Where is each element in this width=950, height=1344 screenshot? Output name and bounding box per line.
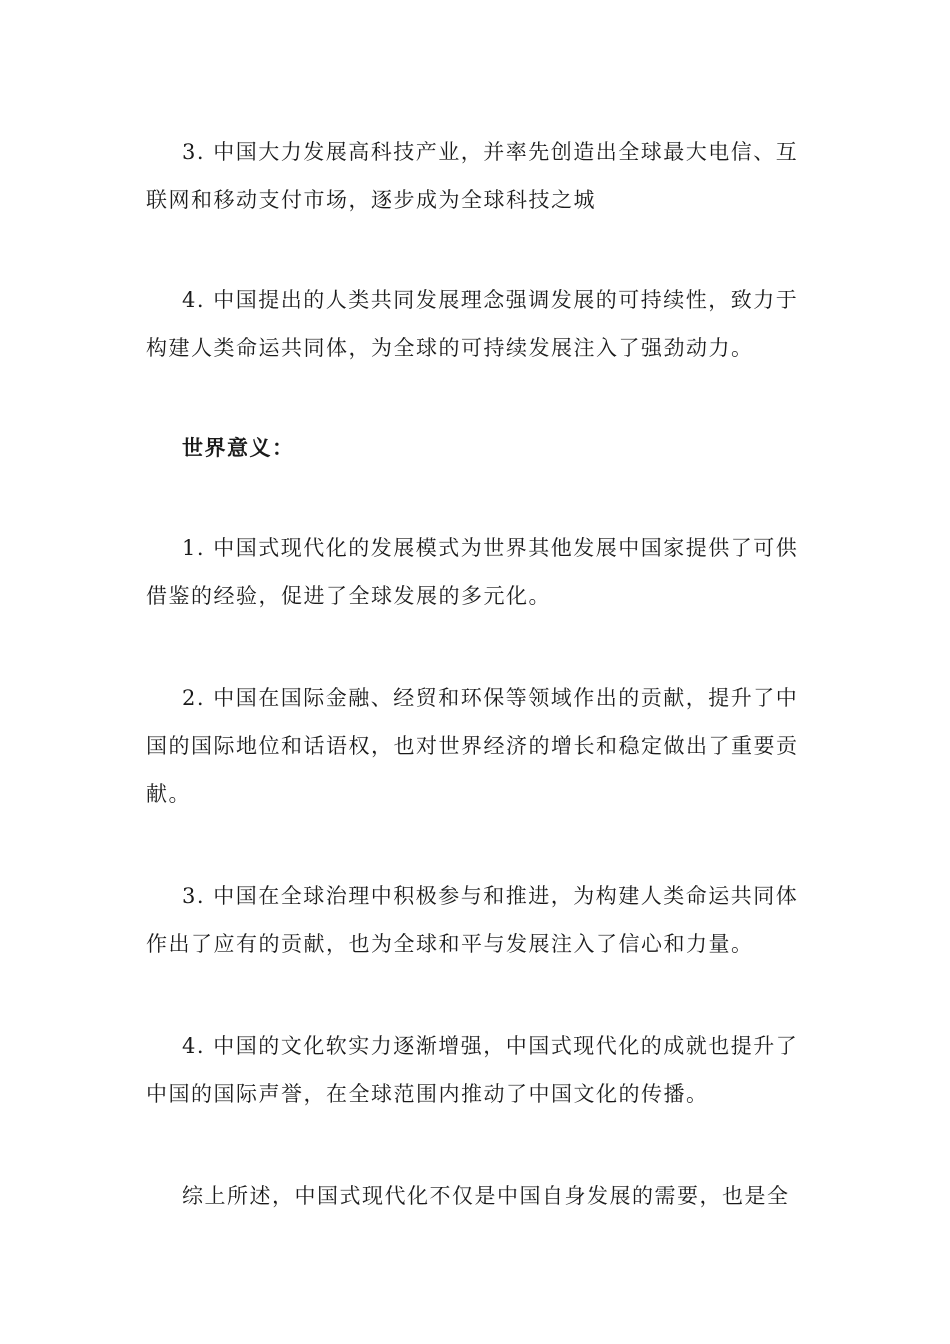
paragraph-conclusion: 综上所述，中国式现代化不仅是中国自身发展的需要，也是全 [182,1184,790,1208]
paragraph-world-4: 4. 中国的文化软实力逐渐增强，中国式现代化的成就也提升了中国的国际声誉，在全球范围内推动了中国文化的传播。 [146,1034,799,1106]
paragraph-sustainable-development: 4. 中国提出的人类共同发展理念强调发展的可持续性，致力于构建人类命运共同体，为全球的可持续发展注入了强劲动力。 [146,288,799,360]
section-heading-world-significance: 世界意义： [182,435,295,460]
paragraph-world-2: 2. 中国在国际金融、经贸和环保等领域作出的贡献，提升了中国的国际地位和话语权，也对世界经济的增长和稳定做出了重要贡献。 [146,686,799,806]
paragraph-world-1: 1. 中国式现代化的发展模式为世界其他发展中国家提供了可供借鉴的经验，促进了全球发展的多元化。 [146,536,799,608]
paragraph-world-3: 3. 中国在全球治理中积极参与和推进，为构建人类命运共同体作出了应有的贡献，也为全球和平与发展注入了信心和力量。 [146,884,799,956]
paragraph-tech-industry: 3. 中国大力发展高科技产业，并率先创造出全球最大电信、互联网和移动支付市场，逐步成为全球科技之城 [146,140,799,212]
